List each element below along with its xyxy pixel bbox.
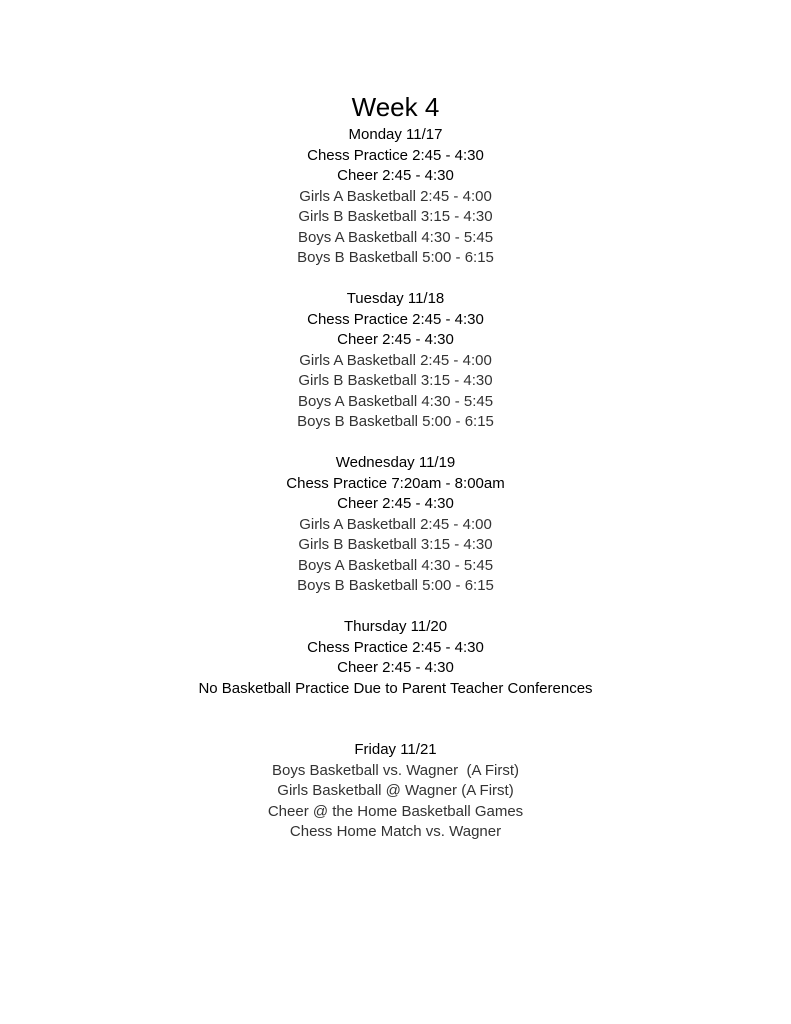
event-line: Chess Home Match vs. Wagner: [289, 823, 502, 840]
event-line: Girls B Basketball 3:15 - 4:30: [298, 536, 493, 553]
event-line: Boys Basketball vs. Wagner (A First): [271, 761, 520, 779]
day-heading: Wednesday 11/19: [335, 454, 456, 471]
day-heading: Tuesday 11/18: [346, 290, 445, 307]
event-line: Boys B Basketball 5:00 - 6:15: [297, 577, 494, 594]
event-line: Chess Practice 2:45 - 4:30: [307, 310, 484, 328]
event-line: Chess Practice 7:20am - 8:00am: [286, 474, 505, 492]
event-line: Chess Practice 2:45 - 4:30: [307, 638, 484, 656]
page-title: Week 4: [351, 92, 440, 122]
event-line: No Basketball Practice Due to Parent Teacher Conferences: [198, 679, 593, 697]
event-line: Girls B Basketball 3:15 - 4:30: [298, 372, 493, 389]
event-line: Chess Practice 2:45 - 4:30: [307, 146, 484, 164]
event-line: Cheer 2:45 - 4:30: [337, 495, 454, 512]
day-heading: Monday 11/17: [348, 126, 443, 143]
event-line: Boys B Basketball 5:00 - 6:15: [297, 413, 494, 430]
event-line: Cheer 2:45 - 4:30: [337, 331, 454, 348]
event-line: Boys A Basketball 4:30 - 5:45: [297, 556, 494, 574]
event-line: Girls A Basketball 2:45 - 4:00: [299, 351, 492, 369]
event-line: Girls A Basketball 2:45 - 4:00: [299, 515, 492, 533]
event-line: Girls Basketball @ Wagner (A First): [277, 782, 514, 799]
event-line: Girls A Basketball 2:45 - 4:00: [299, 187, 492, 205]
event-line: Girls B Basketball 3:15 - 4:30: [298, 208, 493, 225]
day-block-wednesday: [0, 453, 791, 597]
event-line: Boys A Basketball 4:30 - 5:45: [297, 392, 494, 410]
day-heading: Thursday 11/20: [343, 618, 448, 635]
event-line: Boys B Basketball 5:00 - 6:15: [297, 249, 494, 266]
day-block-monday: [0, 125, 791, 269]
day-block-tuesday: [0, 289, 791, 433]
day-block-thursday: [0, 617, 791, 699]
event-line: Cheer 2:45 - 4:30: [337, 659, 454, 676]
day-heading: Friday 11/21: [354, 741, 437, 758]
event-line: Cheer 2:45 - 4:30: [337, 167, 454, 184]
event-line: Boys A Basketball 4:30 - 5:45: [297, 228, 494, 246]
event-line: Cheer @ the Home Basketball Games: [267, 802, 524, 820]
day-block-friday: [0, 740, 791, 843]
